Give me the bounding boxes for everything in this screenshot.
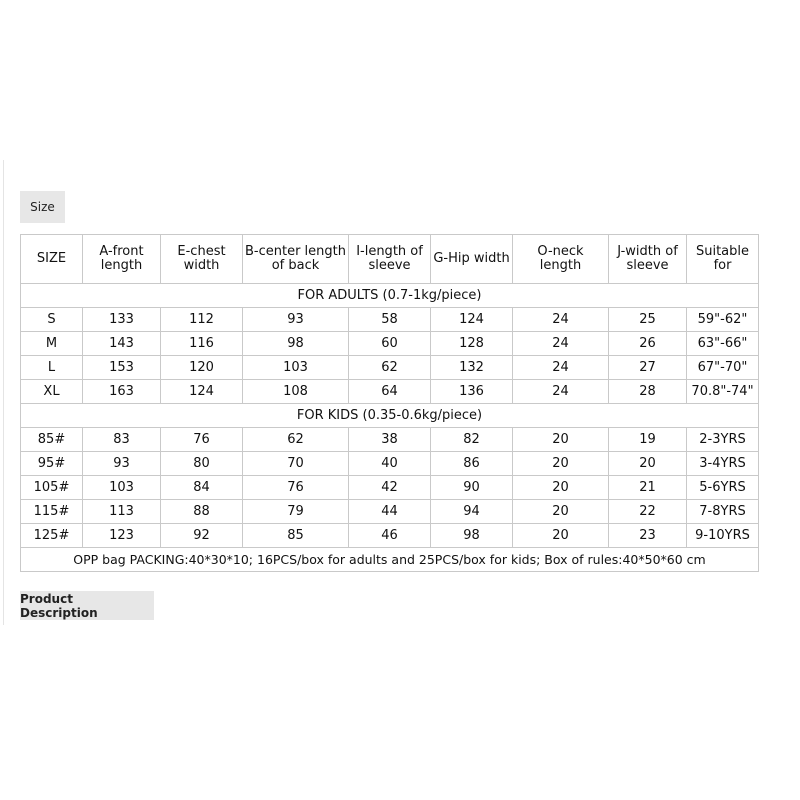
- measurement-cell: 103: [83, 476, 161, 500]
- packing-note-row: [21, 548, 759, 572]
- column-header-line: SIZE: [36, 251, 67, 266]
- adults-section: [21, 284, 759, 308]
- table-row: [21, 428, 759, 452]
- measurement-cell: 113: [83, 500, 161, 524]
- kids-section: [21, 404, 759, 428]
- page-left-border: [3, 160, 4, 625]
- column-header-line: length: [100, 258, 143, 273]
- table-row: [21, 356, 759, 380]
- column-header-line: I-length of: [356, 244, 423, 259]
- measurement-cell: 22: [609, 500, 687, 524]
- measurement-cell: 123: [83, 524, 161, 548]
- measurement-cell: 116: [161, 332, 243, 356]
- column-header-line: E-chest: [177, 244, 226, 259]
- measurement-cell: 76: [161, 428, 243, 452]
- measurement-cell: 80: [161, 452, 243, 476]
- measurement-cell: 112: [161, 308, 243, 332]
- measurement-cell: 94: [431, 500, 513, 524]
- measurement-cell: 62: [349, 356, 431, 380]
- measurement-cell: 28: [609, 380, 687, 404]
- measurement-cell: 27: [609, 356, 687, 380]
- measurement-cell: 108: [243, 380, 349, 404]
- size-cell: 115#: [21, 500, 83, 524]
- measurement-cell: 70: [243, 452, 349, 476]
- measurement-cell: 136: [431, 380, 513, 404]
- column-header-line: for: [713, 258, 732, 273]
- measurement-cell: 24: [513, 356, 609, 380]
- measurement-cell: 46: [349, 524, 431, 548]
- measurement-cell: 64: [349, 380, 431, 404]
- measurement-cell: 21: [609, 476, 687, 500]
- table-row: [21, 380, 759, 404]
- measurement-cell: 24: [513, 308, 609, 332]
- packing-note: OPP bag PACKING:40*30*10; 16PCS/box for adults and 25PCS/box for kids; Box of rules:40*50*60 cm: [21, 548, 759, 572]
- measurement-cell: 163: [83, 380, 161, 404]
- adults-section-label: FOR ADULTS (0.7-1kg/piece): [21, 284, 759, 308]
- measurement-cell: 128: [431, 332, 513, 356]
- column-header: [431, 235, 513, 284]
- size-cell: 105#: [21, 476, 83, 500]
- measurement-cell: 40: [349, 452, 431, 476]
- measurement-cell: 62: [243, 428, 349, 452]
- table-row: [21, 524, 759, 548]
- measurement-cell: 83: [83, 428, 161, 452]
- size-cell: 85#: [21, 428, 83, 452]
- measurement-cell: 20: [513, 524, 609, 548]
- measurement-cell: 98: [243, 332, 349, 356]
- measurement-cell: 124: [161, 380, 243, 404]
- table-row: [21, 308, 759, 332]
- column-header-line: B-center length: [244, 244, 346, 259]
- measurement-cell: 44: [349, 500, 431, 524]
- measurement-cell: 67"-70": [687, 356, 759, 380]
- measurement-cell: 20: [513, 428, 609, 452]
- column-header-line: sleeve: [626, 258, 669, 273]
- measurement-cell: 153: [83, 356, 161, 380]
- column-header-line: J-width of: [617, 244, 678, 259]
- column-header-line: sleeve: [368, 258, 411, 273]
- measurement-cell: 25: [609, 308, 687, 332]
- measurement-cell: 70.8"-74": [687, 380, 759, 404]
- measurement-cell: 24: [513, 380, 609, 404]
- column-header: [349, 235, 431, 284]
- header-row: [21, 235, 759, 284]
- measurement-cell: 58: [349, 308, 431, 332]
- measurement-cell: 143: [83, 332, 161, 356]
- column-header: [21, 235, 83, 284]
- table-row: [21, 452, 759, 476]
- column-header: [609, 235, 687, 284]
- column-header-line: G-Hip width: [433, 251, 510, 266]
- column-header-line: width: [183, 258, 220, 273]
- measurement-cell: 133: [83, 308, 161, 332]
- measurement-cell: 19: [609, 428, 687, 452]
- measurement-cell: 20: [513, 500, 609, 524]
- size-cell: M: [21, 332, 83, 356]
- measurement-cell: 38: [349, 428, 431, 452]
- measurement-cell: 124: [431, 308, 513, 332]
- measurement-cell: 3-4YRS: [687, 452, 759, 476]
- size-cell: 125#: [21, 524, 83, 548]
- measurement-cell: 24: [513, 332, 609, 356]
- column-header-line: A-front: [99, 244, 144, 259]
- column-header-line: length: [539, 258, 582, 273]
- size-cell: 95#: [21, 452, 83, 476]
- size-tab[interactable]: Size: [20, 191, 65, 223]
- measurement-cell: 5-6YRS: [687, 476, 759, 500]
- measurement-cell: 9-10YRS: [687, 524, 759, 548]
- size-chart-table: [20, 234, 759, 572]
- measurement-cell: 84: [161, 476, 243, 500]
- measurement-cell: 93: [83, 452, 161, 476]
- column-header-line: O-neck: [537, 244, 584, 259]
- column-header: [161, 235, 243, 284]
- table-row: [21, 500, 759, 524]
- measurement-cell: 88: [161, 500, 243, 524]
- measurement-cell: 20: [513, 452, 609, 476]
- measurement-cell: 132: [431, 356, 513, 380]
- size-cell: XL: [21, 380, 83, 404]
- table-row: [21, 332, 759, 356]
- measurement-cell: 76: [243, 476, 349, 500]
- column-header: [687, 235, 759, 284]
- measurement-cell: 42: [349, 476, 431, 500]
- measurement-cell: 93: [243, 308, 349, 332]
- measurement-cell: 23: [609, 524, 687, 548]
- measurement-cell: 103: [243, 356, 349, 380]
- measurement-cell: 79: [243, 500, 349, 524]
- measurement-cell: 86: [431, 452, 513, 476]
- kids-section-label: FOR KIDS (0.35-0.6kg/piece): [21, 404, 759, 428]
- measurement-cell: 20: [513, 476, 609, 500]
- measurement-cell: 63"-66": [687, 332, 759, 356]
- column-header-line: of back: [271, 258, 320, 273]
- table-row: [21, 476, 759, 500]
- measurement-cell: 120: [161, 356, 243, 380]
- column-header: [83, 235, 161, 284]
- size-cell: L: [21, 356, 83, 380]
- column-header: [243, 235, 349, 284]
- column-header: [513, 235, 609, 284]
- measurement-cell: 7-8YRS: [687, 500, 759, 524]
- measurement-cell: 85: [243, 524, 349, 548]
- measurement-cell: 82: [431, 428, 513, 452]
- size-cell: S: [21, 308, 83, 332]
- measurement-cell: 59"-62": [687, 308, 759, 332]
- measurement-cell: 60: [349, 332, 431, 356]
- measurement-cell: 26: [609, 332, 687, 356]
- product-description-tab[interactable]: Product Description: [20, 591, 154, 620]
- measurement-cell: 90: [431, 476, 513, 500]
- column-header-line: Suitable: [695, 244, 750, 259]
- measurement-cell: 20: [609, 452, 687, 476]
- measurement-cell: 2-3YRS: [687, 428, 759, 452]
- measurement-cell: 92: [161, 524, 243, 548]
- measurement-cell: 98: [431, 524, 513, 548]
